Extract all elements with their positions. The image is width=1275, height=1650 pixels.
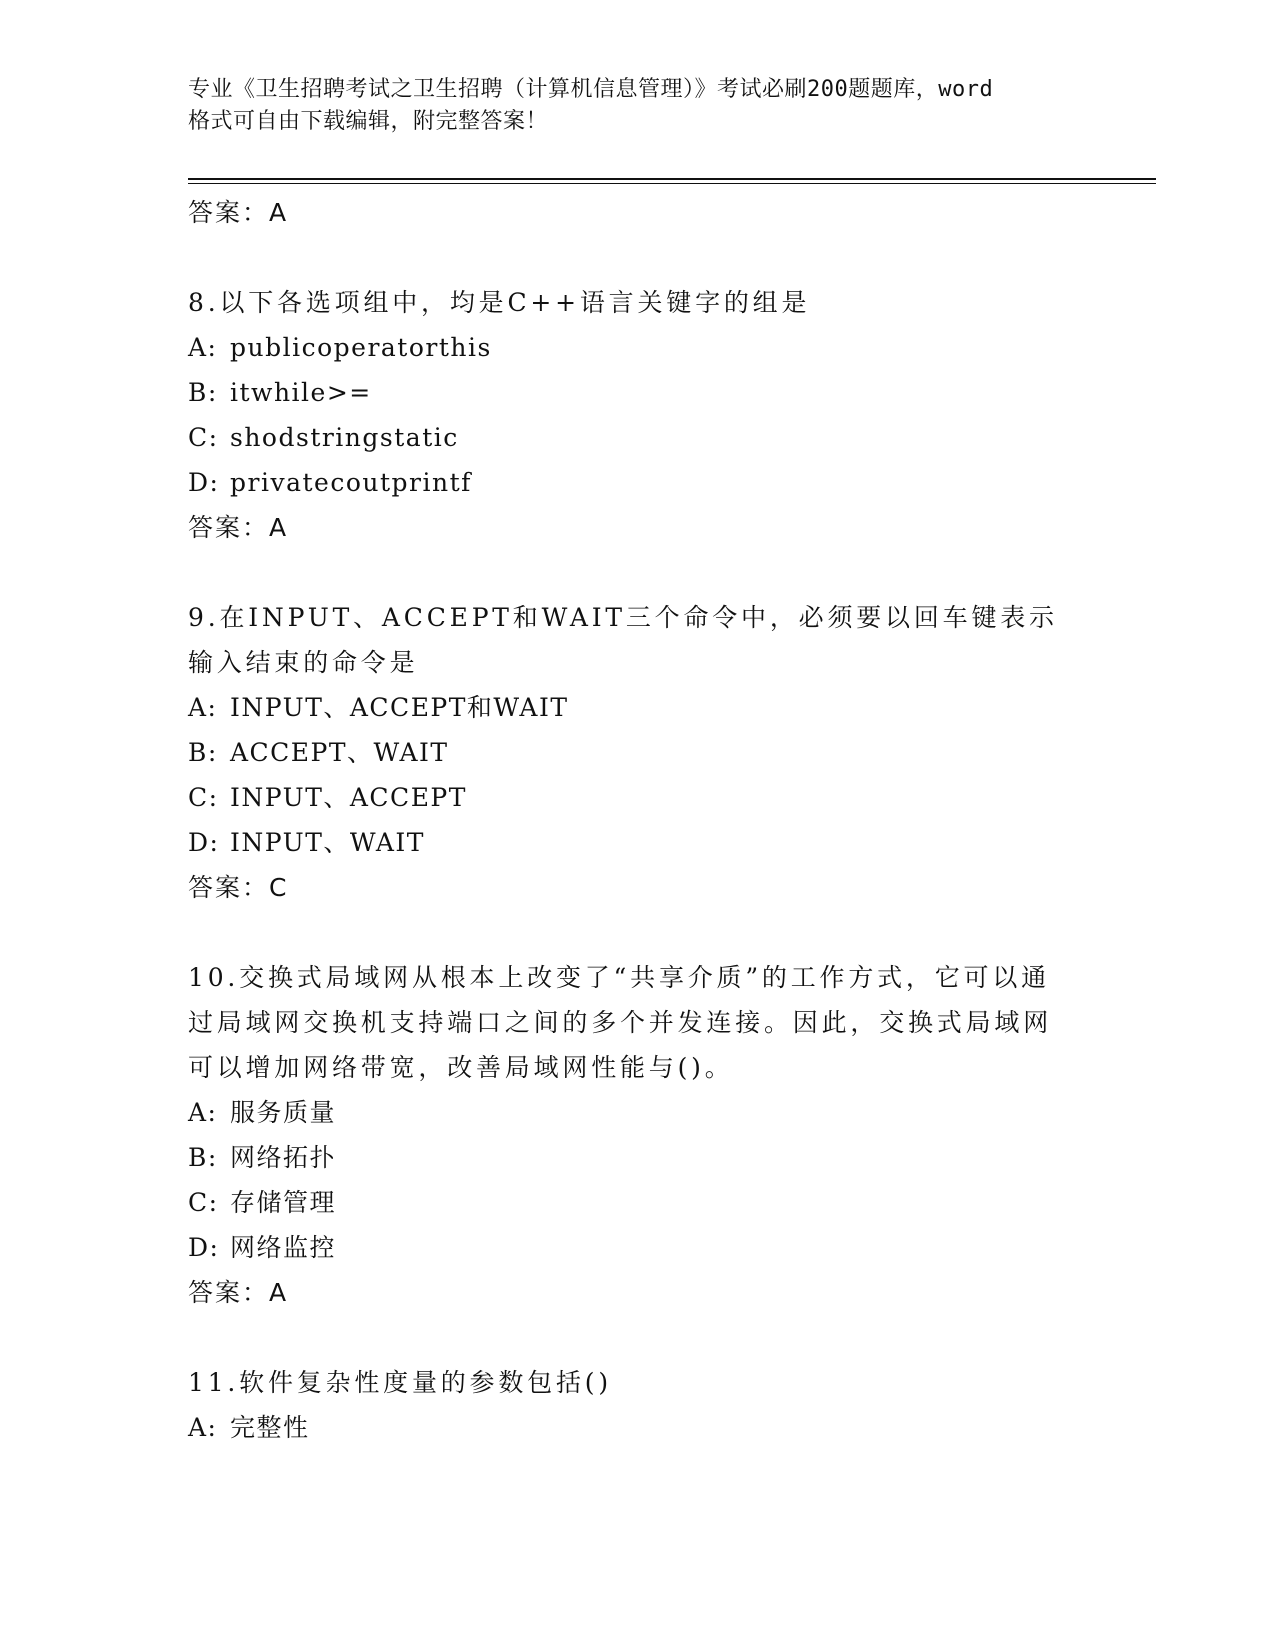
header-divider <box>188 178 1156 180</box>
spacer <box>188 550 1088 595</box>
option-text: itwhile>= <box>230 378 372 407</box>
option-label: A: <box>188 333 218 362</box>
question-stem: 11.软件复杂性度量的参数包括() <box>188 1368 612 1397</box>
option-d <box>188 460 1088 505</box>
option-a <box>188 1405 1088 1450</box>
option-text: 服务质量 <box>230 1098 337 1127</box>
previous-answer: 答案：A <box>188 198 289 227</box>
option-text: publicoperatorthis <box>230 333 492 362</box>
option-text: 网络拓扑 <box>230 1143 337 1172</box>
option-label: D: <box>188 1233 220 1262</box>
option-text: INPUT、ACCEPT和WAIT <box>230 693 569 722</box>
option-label: A: <box>188 1413 218 1442</box>
header-line-1: 专业《卫生招聘考试之卫生招聘（计算机信息管理）》考试必刷200题题库，word <box>188 77 994 102</box>
option-b <box>188 1135 1088 1180</box>
question-block <box>188 280 1088 550</box>
option-label: B: <box>188 1143 218 1172</box>
option-label: D: <box>188 828 220 857</box>
option-c <box>188 1180 1088 1225</box>
option-text: INPUT、ACCEPT <box>230 783 467 812</box>
question-stem: 10.交换式局域网从根本上改变了“共享介质”的工作方式，它可以通过局域网交换机支持端口之间的多个并发连接。因此，交换式局域网可以增加网络带宽，改善局域网性能与()。 <box>188 963 1053 1082</box>
spacer <box>188 1315 1088 1360</box>
question-stem: 9.在INPUT、ACCEPT和WAIT三个命令中，必须要以回车键表示输入结束的命令是 <box>188 603 1058 677</box>
option-label: A: <box>188 693 218 722</box>
spacer <box>188 910 1088 955</box>
option-label: B: <box>188 738 218 767</box>
page-header <box>188 74 1088 138</box>
option-label: C: <box>188 783 219 812</box>
spacer <box>188 235 1088 280</box>
option-text: privatecoutprintf <box>230 468 472 497</box>
question-answer: 答案：C <box>188 873 289 902</box>
option-text: 完整性 <box>230 1413 310 1442</box>
option-b <box>188 370 1088 415</box>
header-divider-thin <box>188 183 1156 184</box>
question-block <box>188 1360 1088 1450</box>
option-b <box>188 730 1088 775</box>
option-text: INPUT、WAIT <box>230 828 425 857</box>
document-body <box>188 190 1088 1450</box>
option-label: D: <box>188 468 220 497</box>
question-stem: 8.以下各选项组中，均是C++语言关键字的组是 <box>188 288 811 317</box>
option-label: C: <box>188 1188 219 1217</box>
option-text: shodstringstatic <box>230 423 459 452</box>
question-block <box>188 955 1088 1315</box>
option-a <box>188 1090 1088 1135</box>
question-block <box>188 595 1088 910</box>
option-c <box>188 775 1088 820</box>
option-label: A: <box>188 1098 218 1127</box>
option-d <box>188 820 1088 865</box>
option-text: ACCEPT、WAIT <box>230 738 449 767</box>
question-answer: 答案：A <box>188 1278 289 1307</box>
option-text: 存储管理 <box>230 1188 337 1217</box>
option-d <box>188 1225 1088 1270</box>
option-label: C: <box>188 423 219 452</box>
option-a <box>188 685 1088 730</box>
option-a <box>188 325 1088 370</box>
option-c <box>188 415 1088 460</box>
option-label: B: <box>188 378 218 407</box>
option-text: 网络监控 <box>230 1233 337 1262</box>
question-answer: 答案：A <box>188 513 289 542</box>
header-line-2: 格式可自由下载编辑，附完整答案！ <box>188 109 549 134</box>
